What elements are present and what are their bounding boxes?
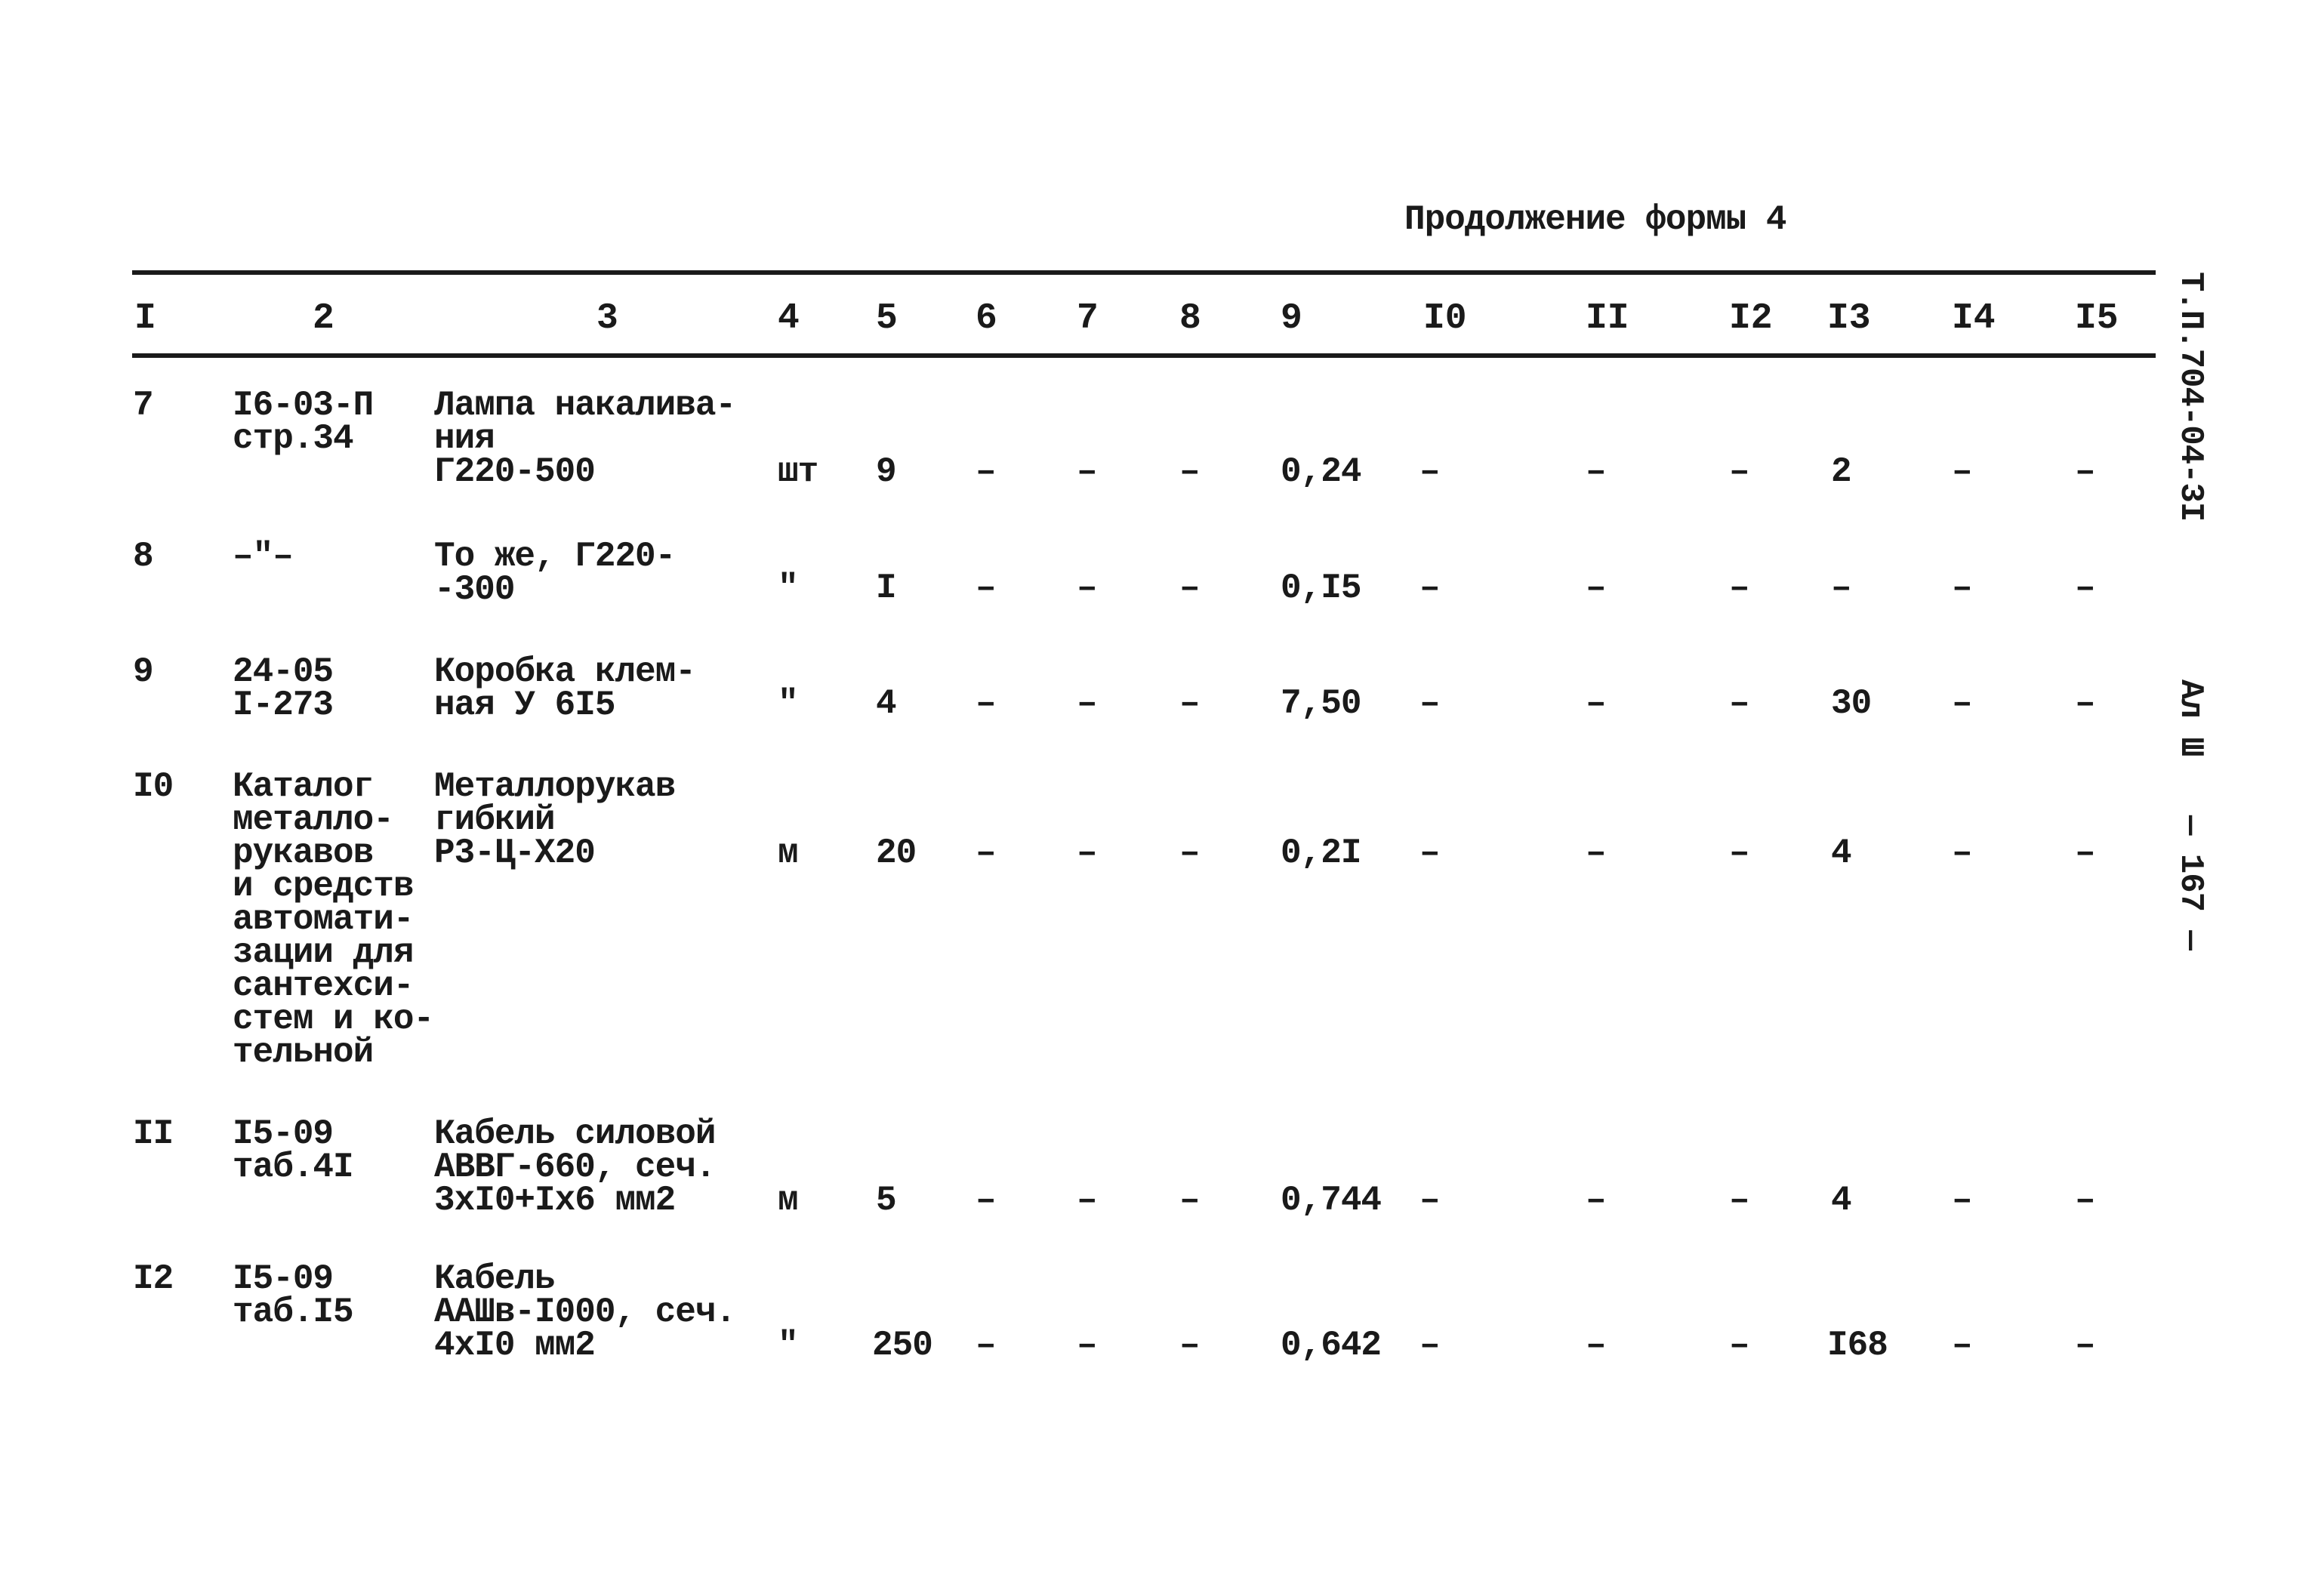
row-11-col5: 5 xyxy=(876,1181,896,1220)
row-7-name: Лампа накалива- ния Г220-500 xyxy=(434,386,736,491)
row-8-reference: –"– xyxy=(233,537,293,576)
row-9-col5: 4 xyxy=(876,684,896,723)
row-7-col12: – xyxy=(1729,452,1749,491)
column-header-15: I5 xyxy=(2075,298,2119,339)
row-8-col7: – xyxy=(1077,568,1097,608)
row-8-col8: – xyxy=(1179,568,1200,608)
row-10-col8: – xyxy=(1179,833,1200,873)
row-8-unit: " xyxy=(778,568,798,608)
row-7-col6: – xyxy=(976,452,996,491)
row-10-col10: – xyxy=(1419,833,1440,873)
column-header-4: 4 xyxy=(778,298,800,339)
row-12-reference: I5-09 таб.I5 xyxy=(233,1259,353,1332)
side-stamp xyxy=(2172,272,2220,1027)
row-10-col7: – xyxy=(1077,833,1097,873)
row-12-col7: – xyxy=(1077,1326,1097,1365)
row-7-col9: 0,24 xyxy=(1281,452,1361,491)
row-7-col5: 9 xyxy=(876,452,896,491)
row-12-col8: – xyxy=(1179,1326,1200,1365)
column-header-12: I2 xyxy=(1729,298,1773,339)
row-7-unit: шт xyxy=(778,452,818,491)
row-7-col7: – xyxy=(1077,452,1097,491)
row-8-name: То же, Г220- -300 xyxy=(434,537,676,609)
row-10-number: I0 xyxy=(133,767,174,806)
row-8-col14: – xyxy=(1952,568,1972,608)
row-10-unit: м xyxy=(778,833,798,873)
side-stamp-album: Ал Ш xyxy=(2172,679,2209,756)
row-7-col8: – xyxy=(1179,452,1200,491)
row-8-col11: – xyxy=(1586,568,1606,608)
row-12-col13: I68 xyxy=(1827,1326,1888,1365)
row-11-col9: 0,744 xyxy=(1281,1181,1382,1220)
row-11-unit: м xyxy=(778,1181,798,1220)
column-header-5: 5 xyxy=(876,298,898,339)
row-9-col6: – xyxy=(976,684,996,723)
row-11-col12: – xyxy=(1729,1181,1749,1220)
side-stamp-code: Т.П.704-04-3I xyxy=(2172,272,2209,522)
row-11-col15: – xyxy=(2075,1181,2095,1220)
row-8-col13: – xyxy=(1831,568,1851,608)
column-header-14: I4 xyxy=(1952,298,1996,339)
continuation-caption: Продолжение формы 4 xyxy=(1404,200,1786,239)
row-9-col7: – xyxy=(1077,684,1097,723)
column-header-8: 8 xyxy=(1179,298,1201,339)
row-10-name: Металлорукав гибкий Р3-Ц-Х20 xyxy=(434,767,676,873)
row-7-number: 7 xyxy=(133,386,153,425)
row-12-col12: – xyxy=(1729,1326,1749,1365)
row-9-col12: – xyxy=(1729,684,1749,723)
row-9-number: 9 xyxy=(133,652,153,692)
row-8-col10: – xyxy=(1419,568,1440,608)
row-8-col9: 0,I5 xyxy=(1281,568,1361,608)
row-10-col15: – xyxy=(2075,833,2095,873)
side-stamp-page: — 167 — xyxy=(2172,815,2209,950)
row-11-col7: – xyxy=(1077,1181,1097,1220)
row-11-col11: – xyxy=(1586,1181,1606,1220)
row-11-name: Кабель силовой АВВГ-660, сеч. 3хI0+Iх6 мм2 xyxy=(434,1114,716,1220)
row-8-col5: I xyxy=(876,568,896,608)
column-header-9: 9 xyxy=(1281,298,1302,339)
row-7-col10: – xyxy=(1419,452,1440,491)
row-11-col8: – xyxy=(1179,1181,1200,1220)
column-header-2: 2 xyxy=(313,298,334,339)
column-header-13: I3 xyxy=(1827,298,1871,339)
row-12-col14: – xyxy=(1952,1326,1972,1365)
row-9-col15: – xyxy=(2075,684,2095,723)
row-12-col6: – xyxy=(976,1326,996,1365)
row-12-col10: – xyxy=(1419,1326,1440,1365)
row-9-col11: – xyxy=(1586,684,1606,723)
row-12-col15: – xyxy=(2075,1326,2095,1365)
row-12-col5: 250 xyxy=(872,1326,932,1365)
row-12-number: I2 xyxy=(133,1259,174,1299)
row-7-col14: – xyxy=(1952,452,1972,491)
row-11-col6: – xyxy=(976,1181,996,1220)
table-top-rule xyxy=(132,270,2156,275)
row-9-reference: 24-05 I-273 xyxy=(233,652,334,725)
row-9-col13: 30 xyxy=(1831,684,1872,723)
row-9-col8: – xyxy=(1179,684,1200,723)
row-9-unit: " xyxy=(778,684,798,723)
row-9-name: Коробка клем- ная У 6I5 xyxy=(434,652,695,725)
column-header-7: 7 xyxy=(1077,298,1099,339)
row-10-col9: 0,2I xyxy=(1281,833,1361,873)
row-9-col14: – xyxy=(1952,684,1972,723)
row-8-number: 8 xyxy=(133,537,153,576)
row-11-col13: 4 xyxy=(1831,1181,1851,1220)
column-header-1: I xyxy=(134,298,156,339)
row-9-col10: – xyxy=(1419,684,1440,723)
row-10-col6: – xyxy=(976,833,996,873)
column-header-6: 6 xyxy=(976,298,997,339)
column-header-3: 3 xyxy=(596,298,618,339)
row-11-col10: – xyxy=(1419,1181,1440,1220)
column-header-10: I0 xyxy=(1423,298,1467,339)
row-11-reference: I5-09 таб.4I xyxy=(233,1114,353,1187)
row-7-col15: – xyxy=(2075,452,2095,491)
row-12-name: Кабель ААШв-I000, сеч. 4хI0 мм2 xyxy=(434,1259,736,1365)
row-10-col14: – xyxy=(1952,833,1972,873)
row-11-col14: – xyxy=(1952,1181,1972,1220)
row-11-number: II xyxy=(133,1114,174,1154)
row-7-col13: 2 xyxy=(1831,452,1851,491)
row-10-col5: 20 xyxy=(876,833,917,873)
row-10-col13: 4 xyxy=(1831,833,1851,873)
row-12-col9: 0,642 xyxy=(1281,1326,1382,1365)
row-12-col11: – xyxy=(1586,1326,1606,1365)
row-10-col12: – xyxy=(1729,833,1749,873)
header-bottom-rule xyxy=(132,353,2156,358)
row-12-unit: " xyxy=(778,1326,798,1365)
row-7-reference: I6-03-П стр.34 xyxy=(233,386,374,458)
column-header-11: II xyxy=(1586,298,1629,339)
row-8-col12: – xyxy=(1729,568,1749,608)
row-7-col11: – xyxy=(1586,452,1606,491)
row-10-reference: Каталог металло- рукавов и средств автомати- зации для сантехси- стем и ко- тельной xyxy=(233,767,434,1072)
row-9-col9: 7,50 xyxy=(1281,684,1361,723)
row-10-col11: – xyxy=(1586,833,1606,873)
row-8-col15: – xyxy=(2075,568,2095,608)
row-8-col6: – xyxy=(976,568,996,608)
